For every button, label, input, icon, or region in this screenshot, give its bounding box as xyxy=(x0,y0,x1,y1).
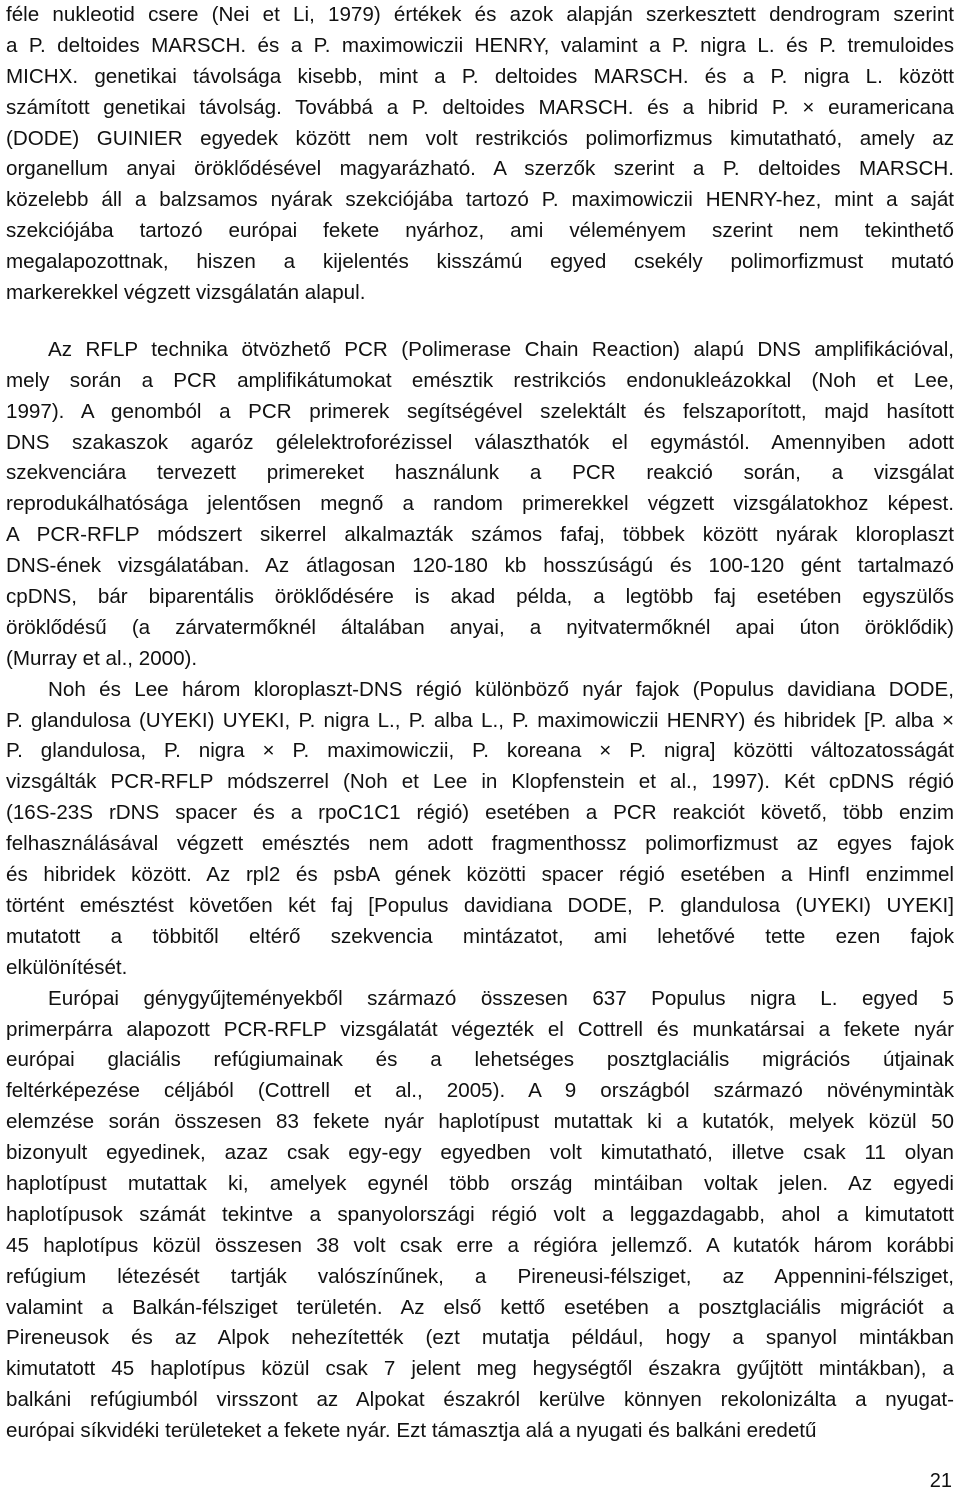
text-line: (16S-23S rDNS spacer és a rpoC1C1 régió) esetében a PCR reakciót követő, több enzim xyxy=(6,801,954,825)
text-line: haplotípusok számát tekintve a spanyolországi régió volt a leggazdagabb, ahol a kimutatott xyxy=(6,1202,954,1226)
text-line: DNS-ének vizsgálatában. Az átlagosan 120-180 kb hosszúságú és 100-120 gént tartalmazó xyxy=(6,554,954,578)
text-line: 1997). A genomból a PCR primerek segítségével szelektált és felszaporított, majd hasított xyxy=(6,399,954,423)
text-line: mely során a PCR amplifikátumokat emésztik restrikciós endonukleázokkal (Noh et Lee, xyxy=(6,368,954,392)
text-line: markerekkel végzett vizsgálatán alapul. xyxy=(6,281,366,305)
text-line: elemzése során összesen 83 fekete nyár haplotípust mutattak ki a kutatók, melyek közül 50 xyxy=(6,1110,954,1134)
paragraph-3 xyxy=(6,675,954,984)
text-line: szekciójába tartozó európai fekete nyárhoz, ami véleményem szerint nem tekinthető xyxy=(6,219,954,243)
text-line: Az RFLP technika ötvözhető PCR (Polimerase Chain Reaction) alapú DNS amplifikációval, xyxy=(48,337,954,361)
document-page xyxy=(6,0,954,1447)
text-line: (DODE) GUINIER egyedek között nem volt restrikciós polimorfizmus kimutatható, amely az xyxy=(6,126,954,150)
text-line: primerpárra alapozott PCR-RFLP vizsgálatát végezték el Cottrell és munkatársai a fekete nyár xyxy=(6,1017,954,1041)
text-line: organellum anyai öröklődésével magyarázható. A szerzők szerint a P. deltoides MARSCH. xyxy=(6,157,954,181)
page-number: 21 xyxy=(929,1470,952,1492)
text-line: mutatott a többitől eltérő szekvencia mintázatot, ami lehetővé tette ezen fajok xyxy=(6,924,954,948)
text-line: Pireneusok és az Alpok nehezítették (ezt mutatja például, hogy a spanyol mintákban xyxy=(6,1326,954,1350)
text-line: számított genetikai távolság. Továbbá a P. deltoides MARSCH. és a hibrid P. × euramericana xyxy=(6,95,954,119)
text-line: Európai génygyűjteményekből származó összesen 637 Populus nigra L. egyed 5 xyxy=(48,986,954,1010)
text-line: féle nukleotid csere (Nei et Li, 1979) értékek és azok alapján szerkesztett dendrogram szerint xyxy=(6,3,954,26)
text-line: elkülönítését. xyxy=(6,955,128,979)
text-line: A PCR-RFLP módszert sikerrel alkalmazták számos fafaj, többek között nyárak kloroplaszt xyxy=(6,523,954,547)
text-line: haplotípust mutattak ki, amelyek egynél több ország mintáiban voltak jelen. Az egyedi xyxy=(6,1171,954,1195)
text-line: európai glaciális refúgiumainak és a lehetséges posztglaciális migrációs útjainak xyxy=(6,1048,954,1072)
text-line: balkáni refúgiumból virsszont az Alpokat északról kerülve könnyen rekolonizálta a nyugat- xyxy=(6,1388,954,1412)
text-line: feltérképezése céljából (Cottrell et al., 2005). A 9 országból származó növénymintàk xyxy=(6,1079,954,1103)
text-line: refúgium létezését tartják valószínűnek, a Pireneusi-félsziget, az Appennini-félsziget, xyxy=(6,1264,954,1288)
text-line: szekvenciára tervezett primereket használunk a PCR reakció során, a vizsgálat xyxy=(6,461,954,485)
text-line: és hibridek között. Az rpl2 és psbA gének közötti spacer régió esetében a HinfI enzimmel xyxy=(6,863,954,887)
text-line: vizsgálták PCR-RFLP módszerrel (Noh et Lee in Klopfenstein et al., 1997). Két cpDNS régió xyxy=(6,770,954,794)
text-line: megalapozottnak, hiszen a kijelentés kisszámú egyed csekély polimorfizmust mutató xyxy=(6,250,954,274)
text-line: öröklődésű (a zárvatermőknél általában anyai, a nyitvatermőknél apai úton öröklődik) xyxy=(6,615,954,639)
text-line: felhasználásával végzett emésztés nem adott fragmenthossz polimorfizmust az egyes fajok xyxy=(6,832,954,856)
text-line: európai síkvidéki területeket a fekete nyár. Ezt támasztja alá a nyugati és balkáni eredetű xyxy=(6,1419,817,1443)
text-line: történt emésztést követően két faj [Populus davidiana DODE, P. glandulosa (UYEKI) UYEKI] xyxy=(6,893,954,917)
text-line: a P. deltoides MARSCH. és a P. maximowiczii HENRY, valamint a P. nigra L. és P. tremuloides xyxy=(6,33,954,57)
text-line: közelebb áll a balzsamos nyárak szekciójába tartozó P. maximowiczii HENRY-hez, mint a saját xyxy=(6,188,954,212)
text-line: (Murray et al., 2000). xyxy=(6,646,198,670)
text-line: MICHX. genetikai távolsága kisebb, mint a P. deltoides MARSCH. és a P. nigra L. között xyxy=(6,64,954,88)
paragraph-2 xyxy=(6,335,954,675)
text-line: 45 haplotípus közül összesen 38 volt csak erre a régióra jellemző. A kutatók három korábbi xyxy=(6,1233,954,1257)
paragraph-gap xyxy=(6,309,954,335)
paragraph-4 xyxy=(6,984,954,1447)
text-line: Noh és Lee három kloroplaszt-DNS régió különböző nyár fajok (Populus davidiana DODE, xyxy=(48,677,954,701)
paragraph-1 xyxy=(6,0,954,309)
text-line: P. glandulosa (UYEKI) UYEKI, P. nigra L., P. alba L., P. maximowiczii HENRY) és hibridek [P. alba × xyxy=(6,708,954,732)
text-line: reprodukálhatósága jelentősen megnő a random primerekkel végzett vizsgálatokhoz képest. xyxy=(6,492,954,516)
text-line: cpDNS, bár biparentális öröklődésére is akad példa, a legtöbb faj esetében egyszülős xyxy=(6,585,954,609)
text-line: DNS szakaszok agaróz gélelektroforézissel választhatók el egymástól. Amennyiben adott xyxy=(6,430,954,454)
text-line: kimutatott 45 haplotípus közül csak 7 jelent meg hegységtől északra gyűjtött mintákban), a xyxy=(6,1357,954,1381)
text-line: bizonyult egyedinek, azaz csak egy-egy egyedben volt kimutatható, illetve csak 11 olyan xyxy=(6,1141,954,1165)
text-line: valamint a Balkán-félsziget területén. Az első kettő esetében a posztglaciális migrációt a xyxy=(6,1295,954,1319)
text-line: P. glandulosa, P. nigra × P. maximowiczii, P. koreana × P. nigra] közötti változatosságát xyxy=(6,739,954,763)
